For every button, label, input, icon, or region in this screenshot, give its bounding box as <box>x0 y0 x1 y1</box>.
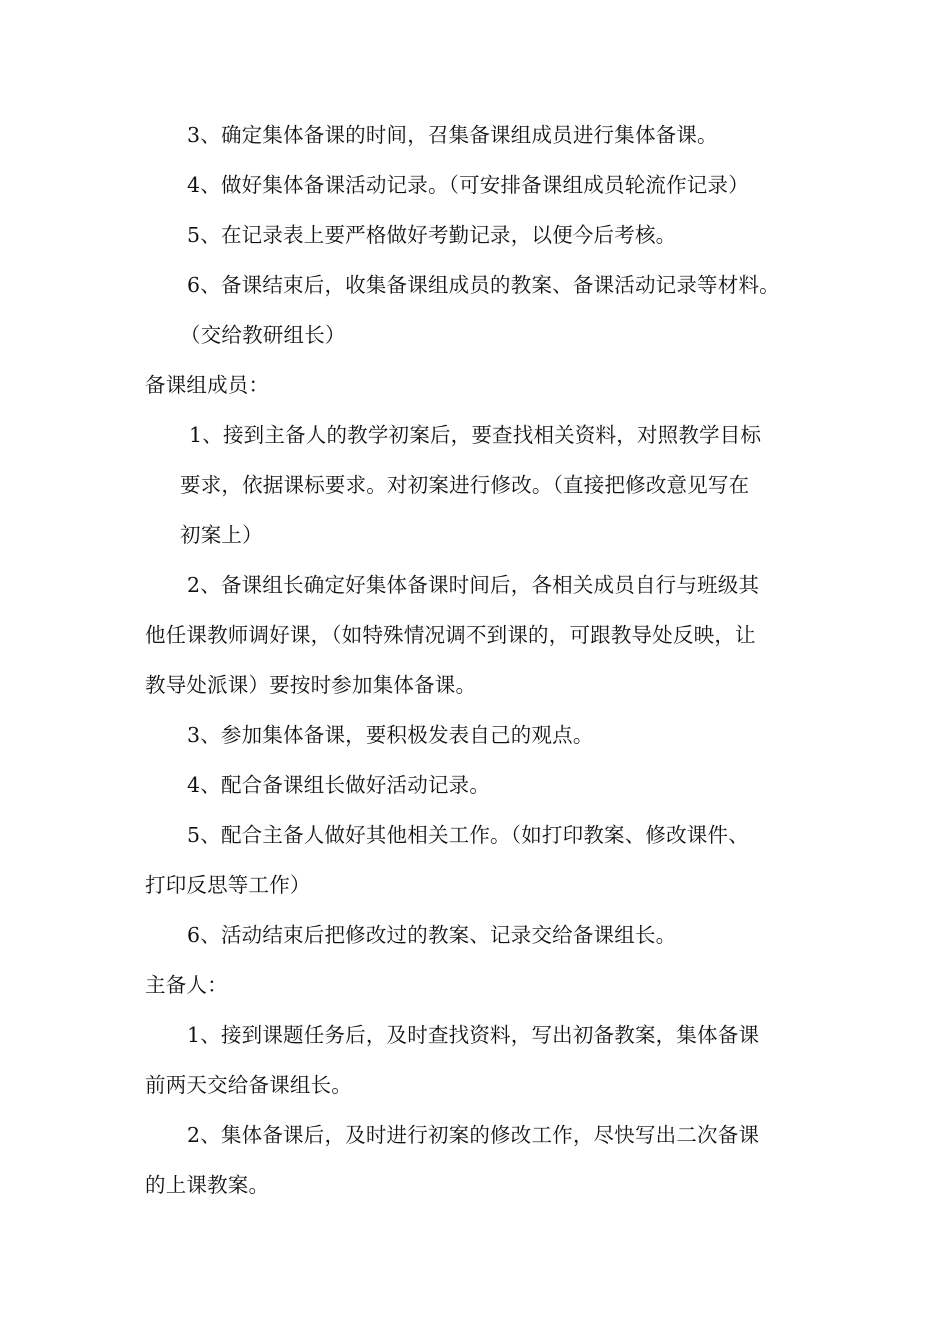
text-line: 他任课教师调好课，（如特殊情况调不到课的，可跟教导处反映，让 <box>145 623 756 647</box>
text-line: 1、接到主备人的教学初案后，要查找相关资料，对照教学目标 <box>189 423 762 447</box>
section-heading: 主备人： <box>145 973 228 997</box>
text-line: 2、集体备课后，及时进行初案的修改工作，尽快写出二次备课 <box>187 1123 760 1147</box>
text-line: 打印反思等工作） <box>145 873 311 897</box>
text-line: 的上课教案。 <box>145 1173 270 1197</box>
text-line: 教导处派课）要按时参加集体备课。 <box>145 673 477 697</box>
text-line: 3、参加集体备课，要积极发表自己的观点。 <box>187 723 594 747</box>
text-line: 4、配合备课组长做好活动记录。 <box>187 773 491 797</box>
text-line: 6、备课结束后，收集备课组成员的教案、备课活动记录等材料。 <box>187 273 780 297</box>
text-line: 6、活动结束后把修改过的教案、记录交给备课组长。 <box>187 923 677 947</box>
text-line: （交给教研组长） <box>180 323 346 347</box>
text-line: 5、在记录表上要严格做好考勤记录，以便今后考核。 <box>187 223 677 247</box>
section-heading: 备课组成员： <box>145 373 270 397</box>
text-line: 3、确定集体备课的时间，召集备课组成员进行集体备课。 <box>187 123 718 147</box>
text-line: 前两天交给备课组长。 <box>145 1073 352 1097</box>
text-line: 初案上） <box>180 523 263 547</box>
text-line: 1、接到课题任务后，及时查找资料，写出初备教案，集体备课 <box>187 1023 760 1047</box>
text-line: 要求，依据课标要求。对初案进行修改。（直接把修改意见写在 <box>180 473 750 497</box>
text-line: 4、做好集体备课活动记录。（可安排备课组成员轮流作记录） <box>187 173 749 197</box>
text-line: 2、备课组长确定好集体备课时间后，各相关成员自行与班级其 <box>187 573 760 597</box>
text-line: 5、配合主备人做好其他相关工作。（如打印教案、修改课件、 <box>187 823 749 847</box>
